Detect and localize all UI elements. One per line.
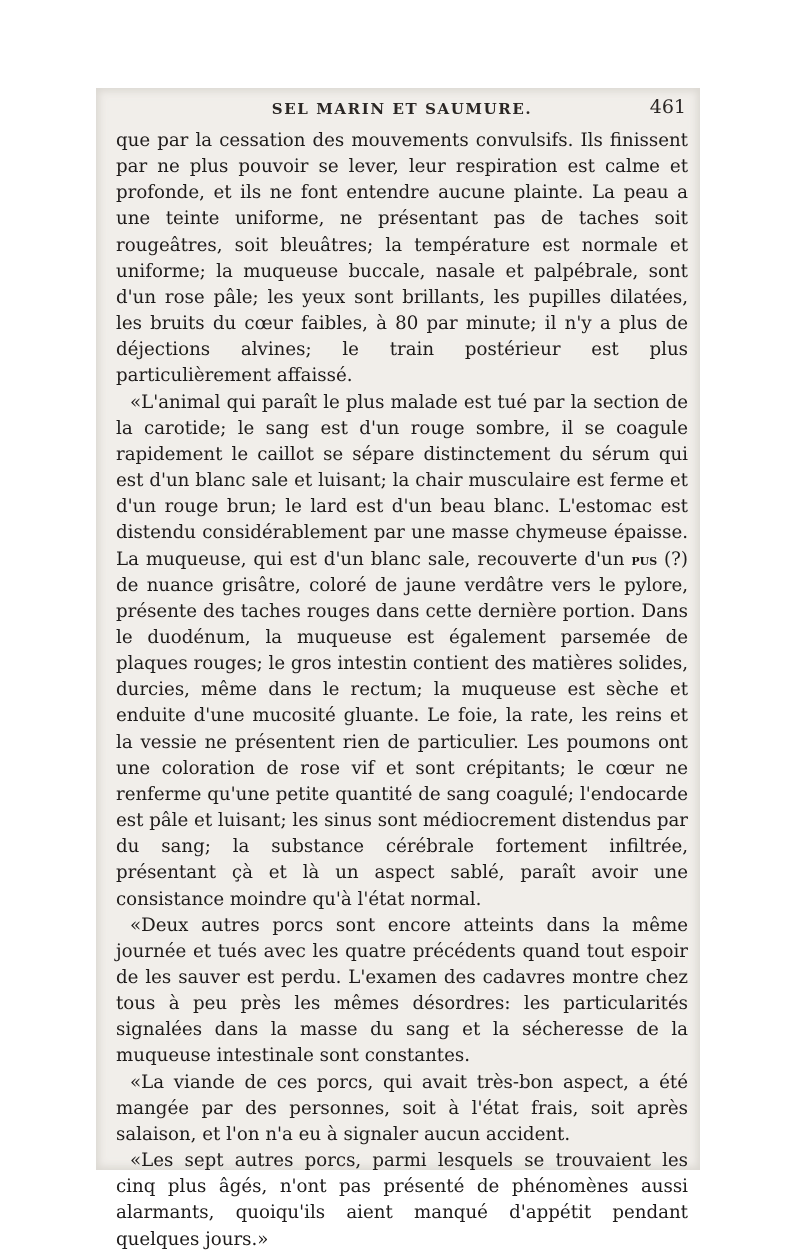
page-number: 461 [649, 96, 686, 118]
running-title: SEL MARIN ET SAUMURE. [271, 100, 533, 118]
running-head [118, 96, 686, 126]
paragraph-autopsy [116, 390, 688, 913]
paragraph-autopsy-part-1: «L'animal qui paraît le plus malade est tué par la section de la carotide; le sang est d'un rouge sombre, il se coagule rapidement le caillot se sépare distinctement du sérum qui est d'un blanc sale et luisant; la chair musculaire est ferme et d'un rouge brun; le lard est d'un beau blanc. L'estomac est distendu considérablement par une masse chymeuse épaisse. La muqueuse, qui est d'un blanc sale, recouverte d'un [116, 391, 688, 570]
paragraph-continuation: que par la cessation des mouvements convulsifs. Ils finissent par ne plus pouvoir se lever, leur respiration est calme et profonde, et ils ne font entendre aucune plainte. La peau a une teinte uniforme, ne présentant pas de taches soit rougeâtres, soit bleuâtres; la température est normale et uniforme; la muqueuse buccale, nasale et palpébrale, sont d'un rose pâle; les yeux sont brillants, les pupilles dilatées, les bruits du cœur faibles, à 80 par minute; il n'y a plus de déjections alvines; le train postérieur est plus particulièrement affaissé. [116, 130, 688, 387]
paragraph-autopsy-part-2: (?) de nuance grisâtre, coloré de jaune verdâtre vers le pylore, présente des taches rouges dans cette dernière portion. Dans le duodénum, la muqueuse est également parsemée de plaques rouges; le gros intestin contient des matières solides, durcies, même dans le rectum; la muqueuse est sèche et enduite d'une mucosité gluante. Le foie, la rate, les reins et la vessie ne présentent rien de particulier. Les poumons ont une coloration de rose vif et sont crépitants; le cœur ne renferme qu'une petite quantité de sang coagulé; l'endocarde est pâle et luisant; les sinus sont médiocrement distendus par du sang; la substance cérébrale fortement infiltrée, présentant çà et là un aspect sablé, paraît avoir une consistance moindre qu'à l'état normal. [116, 548, 688, 910]
paragraph-seven-other-pigs: «Les sept autres porcs, parmi lesquels se trouvaient les cinq plus âgés, n'ont pas présenté de phénomènes aussi alarmants, quoiqu'ils aient manqué d'appétit pendant quelques jours.» [116, 1150, 688, 1250]
pus-small-caps: pus [631, 550, 658, 569]
paragraph-meat-eaten: «La viande de ces porcs, qui avait très-bon aspect, a été mangée par des personnes, soit à l'état frais, soit après salaison, et l'on n'a eu à signaler aucun accident. [116, 1071, 688, 1145]
paragraph-two-more-pigs: «Deux autres porcs sont encore atteints dans la même journée et tués avec les quatre précédents quand tout espoir de les sauver est perdu. L'examen des cadavres montre chez tous à peu près les mêmes désordres: les particularités signalées dans la masse du sang et la sécheresse de la muqueuse intestinale sont constantes. [116, 914, 688, 1067]
body-text [116, 128, 688, 1253]
